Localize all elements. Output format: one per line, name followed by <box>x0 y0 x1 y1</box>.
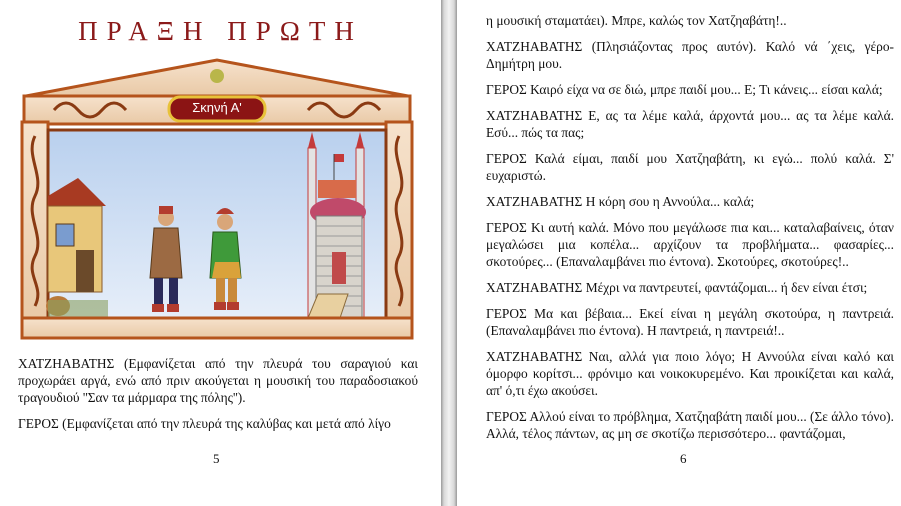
paragraph: ΓΕΡΟΣ Αλλού είναι το πρόβλημα, Χατζηαβάτη παιδί μου... (Σε άλλο τόνο). Αλλά, τέλος πάντων, ας μη σε σκοτίζω περισσότερο... φαντάζομαι, <box>486 409 894 441</box>
scene-label: Σκηνή Α' <box>192 100 242 115</box>
right-page-text <box>486 12 894 451</box>
paragraph: ΓΕΡΟΣ Μα και βέβαια... Εκεί είναι η μεγάλη σκοτούρα, η παντρειά. (Επαναλαμβάνει πιο έντονα). Η παντρειά, η παντρειά!.. <box>486 306 894 338</box>
book-spine-divider <box>441 0 457 506</box>
paragraph: ΧΑΤΖΗΑΒΑΤΗΣ Μέχρι να παντρευτεί, φαντάζομαι... ή δεν είναι έτσι; <box>486 280 868 295</box>
right-page <box>457 0 901 506</box>
shadow-theatre-illustration <box>18 56 416 346</box>
page-number: 6 <box>680 451 687 466</box>
paragraph: ΧΑΤΖΗΑΒΑΤΗΣ Ε, ας τα λέμε καλά, άρχοντά μου... ας τα λέμε καλά. Εσύ... πώς τα πας; <box>486 108 894 140</box>
left-page <box>0 0 441 506</box>
paragraph: ΧΑΤΖΗΑΒΑΤΗΣ (Εμφανίζεται από την πλευρά του σαραγιού και προχωράει αργά, ενώ από πριν ακούγεται η μουσική του παραδοσιακού τραγουδιού ''Σαν τα μάρμαρα της πόλης''). <box>18 356 418 405</box>
paragraph: η μουσική σταματάει). Μπρε, καλώς τον Χατζηαβάτη!.. <box>486 13 787 28</box>
paragraph: ΓΕΡΟΣ Κι αυτή καλά. Μόνο που μεγάλωσε πια και... καταλαβαίνεις, όταν μεγαλώσει μια κοπέλα... αρχίζουν τα προβλήματα... φασαρίες... σκοτούρες... (Επαναλαμβάνει πιο έντονα). Σκοτούρες, σκοτούρες!.. <box>486 220 894 269</box>
paragraph: ΓΕΡΟΣ Καιρό είχα να σε διώ, μπρε παιδί μου... Ε; Τι κάνεις... είσαι καλά; <box>486 82 883 97</box>
act-title: ΠΡΑΞΗ ΠΡΩΤΗ <box>78 16 363 46</box>
paragraph: ΓΕΡΟΣ Καλά είμαι, παιδί μου Χατζηαβάτη, κι εγώ... πολύ καλά. Σ' ευχαριστώ. <box>486 151 894 183</box>
paragraph: ΧΑΤΖΗΑΒΑΤΗΣ (Πλησιάζοντας προς αυτόν). Καλό νά ΄χεις, γέρο-Δημήτρη μου. <box>486 39 894 71</box>
paragraph: ΧΑΤΖΗΑΒΑΤΗΣ Η κόρη σου η Αννούλα... καλά; <box>486 194 755 209</box>
paragraph: ΓΕΡΟΣ (Εμφανίζεται από την πλευρά της καλύβας και μετά από λίγο <box>18 416 391 431</box>
left-page-text <box>18 355 418 441</box>
paragraph: ΧΑΤΖΗΑΒΑΤΗΣ Ναι, αλλά για ποιο λόγο; Η Αννούλα είναι καλό και όμορφο κορίτσι... φρόνιμο και νοικοκυρεμένο. Και προικίζεται και καλά, απ' ό,τι έχω ακούσει. <box>486 349 894 398</box>
page-number: 5 <box>213 451 220 466</box>
